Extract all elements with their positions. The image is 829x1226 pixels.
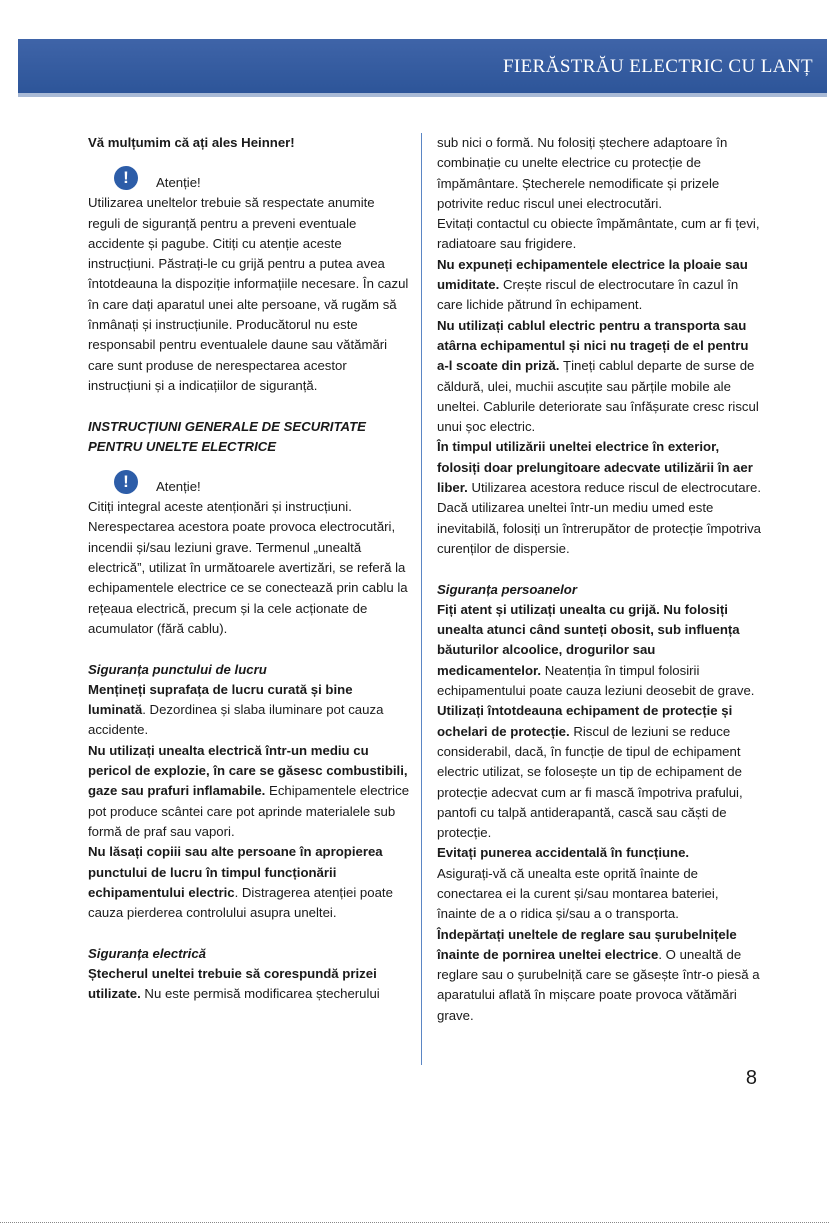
rule-text: Riscul de leziuni se reduce considerabil, dacă, în funcție de tipul de echipament electric utilizat, se folosește un tip de echipament de protecție adecvat cum ar fi mască împotriva prafului, pantofi cu talpă antiderapantă, cască sau căști de protecție. bbox=[437, 723, 743, 841]
left-column bbox=[88, 133, 410, 1005]
attention-label: Atenție! bbox=[156, 175, 201, 190]
attention-icon: ! bbox=[114, 166, 138, 190]
personal-rule-2 bbox=[437, 701, 761, 843]
personal-rule-3-heading: Evitați punerea accidentală în funcțiune. bbox=[437, 845, 690, 861]
attention-note bbox=[88, 457, 410, 497]
document-title: FIERĂSTRĂU ELECTRIC CU LANȚ bbox=[502, 56, 813, 77]
right-column bbox=[437, 133, 761, 1026]
work-rule-3 bbox=[88, 842, 410, 923]
electrical-rule-3 bbox=[437, 255, 761, 316]
rule-text: . O unealtă de reglare sau o șurubelniță care se găsește într-o piesă a aparatului aflată în mișcare poate provoca vătămări grave. bbox=[437, 946, 760, 1023]
work-rule-1 bbox=[88, 680, 410, 741]
general-safety-heading: INSTRUCȚIUNI GENERALE DE SECURITATE PENTRU UNELTE ELECTRICE bbox=[88, 418, 366, 454]
personal-rule-1 bbox=[437, 600, 761, 701]
attention-label: Atenție! bbox=[156, 478, 201, 494]
personal-rule-3-text: Asigurați-vă că unealta este oprită înainte de conectarea ei la curent și/sau montarea bateriei, înainte de a o ridica și/sau a o transporta. bbox=[437, 865, 719, 922]
header-underline bbox=[18, 93, 827, 97]
thanks-text: Vă mulțumim că ați ales Heinner! bbox=[88, 135, 295, 150]
rule-text: Utilizarea acestora reduce riscul de electrocutare. Dacă utilizarea uneltei într-un mediu umed este inevitabilă, folosiți un întrerupător de protecție împotriva curenților de dispersie. bbox=[437, 480, 761, 556]
work-area-heading: Siguranța punctului de lucru bbox=[88, 661, 267, 677]
attention-icon: ! bbox=[114, 470, 138, 494]
electrical-rule-1-continued: sub nici o formă. Nu folosiți ștechere adaptoare în combinație cu unelte electrice cu protecție de împământare. Ștecherele nemodificate și prizele potrivite reduc riscul unei electrocutări. bbox=[437, 135, 728, 211]
attention-note bbox=[88, 153, 410, 193]
intro-paragraph: Utilizarea uneltelor trebuie să respectate anumite reguli de siguranță pentru a preveni eventuale accidente și pagube. Citiți cu atenție aceste instrucțiuni. Păstrați-le cu grijă pentru a putea avea întotdeauna la dispoziție informațiile necesare. În cazul în care dați aparatul unei alte persoane, vă rugăm să înmânați și instrucțiunile. Producătorul nu este responsabil pentru eventualele daune sau vătămări care sunt produse de nerespectarea acestor instrucțiuni și a indicațiilor de siguranță. bbox=[88, 195, 409, 393]
electrical-rule-5 bbox=[437, 437, 761, 559]
personal-rule-4 bbox=[437, 925, 761, 1026]
rule-bold: Nu expuneți echipamentele electrice la ploaie sau umiditate. bbox=[437, 256, 748, 293]
rule-bold: Îndepărtați uneltele de reglare sau șurubelnițele înainte de pornirea uneltei electrice bbox=[437, 926, 737, 962]
rule-bold: Nu lăsați copiii sau alte persoane în apropierea punctului de lucru în timpul funcționării echipamentului electric bbox=[88, 844, 383, 900]
rule-text: Echipamentele electrice pot produce scântei care pot aprinde materialele sub formă de praf sau vapori. bbox=[88, 783, 410, 839]
personal-safety-heading: Siguranța persoanelor bbox=[437, 581, 577, 597]
general-safety-paragraph: Citiți integral aceste atenționări și instrucțiuni. Nerespectarea acestora poate provoca electrocutări, incendii și/sau leziuni grave. Termenul „unealtă electrică”, utilizat în următoarele avertizări, se referă la echipamentele electrice ce se conectează prin cablu la rețeaua electrică, precum și la cele acționate de acumulator (fără cablu). bbox=[88, 499, 408, 636]
column-divider bbox=[421, 133, 422, 1065]
rule-bold: Nu utilizați unealta electrică într-un mediu cu pericol de explozie, în care se găsesc combustibili, gaze sau prafuri inflamabile. bbox=[88, 742, 408, 799]
rule-text: Țineți cablul departe de surse de căldură, ulei, muchii ascuțite sau părțile mobile ale uneltei. Cablurile deteriorate sau înfășurate cresc riscul unui șoc electric. bbox=[437, 358, 759, 435]
rule-text: . Distragerea atenției poate cauza pierderea controlului asupra uneltei. bbox=[88, 884, 393, 921]
page-number: 8 bbox=[745, 1067, 757, 1089]
electrical-rule-1 bbox=[88, 964, 410, 1005]
rule-bold: Ștecherul uneltei trebuie să corespundă prizei utilizate. bbox=[88, 965, 377, 1002]
work-rule-2 bbox=[88, 741, 410, 842]
electrical-rule-4 bbox=[437, 316, 761, 438]
rule-bold: Mențineți suprafața de lucru curată și bine luminată bbox=[88, 681, 353, 718]
rule-text: Crește riscul de electrocutare în cazul în care lichide pătrund în echipament. bbox=[437, 277, 739, 313]
rule-bold: Fiți atent și utilizați unealta cu grijă. Nu folosiți unealta atunci când sunteți obosit, sub influența băuturilor alcoolice, drogurilor sau medicamentelor. bbox=[437, 601, 740, 678]
rule-bold: Utilizați întotdeauna echipament de protecție și ochelari de protecție. bbox=[437, 703, 733, 739]
electrical-heading: Siguranța electrică bbox=[88, 945, 207, 961]
header-bar bbox=[18, 39, 827, 93]
rule-text: Nu este permisă modificarea ștecherului bbox=[140, 986, 380, 1002]
rule-bold: În timpul utilizării uneltei electrice în exterior, folosiți doar prelungitoare adecvate utilizării în aer liber. bbox=[437, 439, 753, 496]
rule-text: Neatenția în timpul folosirii echipamentului poate cauza leziuni deosebit de grave. bbox=[437, 662, 755, 699]
electrical-rule-2: Evitați contactul cu obiecte împământate, cum ar fi țevi, radiatoare sau frigidere. bbox=[437, 216, 760, 252]
bottom-dotted-line bbox=[0, 1222, 829, 1223]
rule-text: . Dezordinea și slaba iluminare pot cauza accidente. bbox=[88, 702, 384, 738]
rule-bold: Nu utilizați cablul electric pentru a transporta sau atârna echipamentul și nici nu trageți de el pentru a-l scoate din priză. bbox=[437, 317, 749, 374]
